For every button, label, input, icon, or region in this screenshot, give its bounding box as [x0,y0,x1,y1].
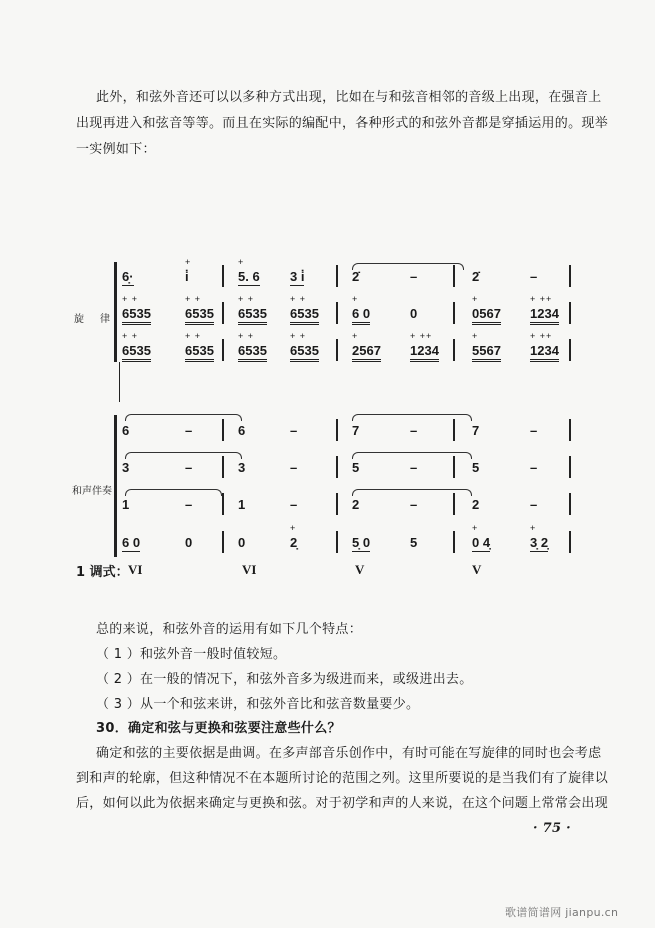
note-cell [290,423,297,438]
note-text: 6535 [238,306,267,325]
melody-brace [114,262,117,362]
point-2: （ 2 ）在一般的情况下，和弦外音多为级进而来，或级进出去。 [96,672,473,687]
barline [222,339,224,361]
note-cell [290,460,297,475]
note-text: – [185,497,193,512]
note-cell [472,269,479,284]
intro-line-3: 一实例如下： [76,142,156,157]
note-text: 0 [410,306,418,321]
melody-label: 律 [100,314,110,325]
note-text: – [530,269,538,284]
note-cell [238,331,267,358]
note-text: – [410,497,418,512]
note-text: 6 [122,423,130,438]
note-cell [472,294,501,321]
note-cell [185,331,214,358]
note-cell [122,331,151,358]
note-text: – [290,460,298,475]
barline [336,419,338,441]
note-cell [352,294,371,321]
note-text: 6 0 [122,535,141,550]
sharp-marks: + + [238,331,255,341]
melody-label: 旋 [74,314,84,325]
barline [569,265,571,287]
tie-slur [125,414,242,421]
note-cell [410,460,417,475]
note-text: 0567 [472,306,501,325]
intro-line-1: 此外，和弦外音还可以以多种方式出现，比如在与和弦音相邻的音级上出现，在强音上 [96,90,602,105]
chord-numeral: VI [128,562,143,577]
barline [336,302,338,324]
note-text: 0 [238,535,246,550]
tie-slur [352,263,464,270]
note-cell [185,423,192,438]
note-text: 7 [352,423,360,438]
barline [336,265,338,287]
barline [222,419,224,441]
sharp-marks: + [472,331,479,341]
note-text: 5̣ 0 [352,535,371,550]
sharp-marks: + [352,294,359,304]
note-cell [472,523,491,550]
note-text: – [530,460,538,475]
note-text: – [410,423,418,438]
sharp-marks: + + [290,294,307,304]
note-cell [352,423,359,438]
tie-slur [125,489,222,496]
note-cell [530,269,537,284]
note-cell [238,423,245,438]
note-cell [122,497,129,512]
barline [336,339,338,361]
note-text: 0 4̣ [472,535,491,550]
point-3: （ 3 ）从一个和弦来讲，和弦外音比和弦音数量要少。 [96,697,420,712]
body-line-3: 后，如何以此为依据来确定与更换和弦。对于初学和声的人来说，在这个问题上常常会出现 [76,796,609,811]
note-cell [352,331,381,358]
note-cell [530,460,537,475]
note-cell [122,269,134,284]
note-cell [290,269,304,284]
tie-slur [352,414,472,421]
note-text: – [530,497,538,512]
note-text: 2̇ [472,269,480,284]
watermark: 歌谱简谱网 jianpu.cn [505,906,619,919]
barline [453,302,455,324]
note-text: – [185,460,193,475]
note-cell [472,497,479,512]
sharp-marks: + + [290,331,307,341]
note-text: 5567 [472,343,501,362]
sharp-marks: + [290,523,297,533]
note-cell [352,535,370,550]
note-cell [472,460,479,475]
note-cell [238,535,245,550]
note-cell [410,497,417,512]
key-label: 1 调式： [76,565,129,580]
note-cell [185,497,192,512]
point-1: （ 1 ）和弦外音一般时值较短。 [96,647,287,662]
harmony-brace [114,415,117,557]
note-text: 6 0 [352,306,370,325]
note-cell [410,269,417,284]
sharp-marks: + + [122,294,139,304]
tie-slur [352,489,472,496]
note-text: 5. 6 [238,269,260,284]
barline [336,531,338,553]
note-text: 6 [238,423,246,438]
barline [453,493,455,515]
section-heading: 30．确定和弦与更换和弦要注意些什么？ [96,721,341,736]
chord-numeral: V [355,562,365,577]
barline [222,302,224,324]
note-cell [238,257,260,284]
tie-slur [352,452,472,459]
sharp-marks: + [238,257,245,267]
note-cell [290,523,298,550]
system-line [119,362,120,402]
sharp-marks: + [472,523,479,533]
note-cell [530,423,537,438]
body-line-1: 确定和弦的主要依据是曲调。在多声部音乐创作中，有时可能在写旋律的同时也会考虑 [96,746,602,761]
tie-slur [125,452,242,459]
note-text: i̇ [185,269,189,284]
note-cell [290,331,319,358]
barline [222,265,224,287]
chord-numeral: VI [242,562,257,577]
note-text: – [410,269,418,284]
note-cell [185,535,192,550]
note-cell [185,257,192,284]
intro-line-2: 出现再进入和弦音等等。而且在实际的编配中，各种形式的和弦外音都是穿插运用的。现举 [76,116,609,131]
note-cell [238,497,245,512]
note-cell [185,294,214,321]
sharp-marks: + ++ [530,331,553,341]
sharp-marks: + [472,294,479,304]
barline [569,531,571,553]
barline [569,302,571,324]
note-text: 6535 [185,343,214,362]
note-text: 6535 [238,343,267,362]
note-text: – [290,497,298,512]
barline [569,419,571,441]
note-text: 1234 [410,343,439,362]
note-text: 6535 [185,306,214,325]
chord-numeral: V [472,562,482,577]
note-text: 1 [238,497,246,512]
sharp-marks: + + [185,331,202,341]
sharp-marks: + ++ [410,331,433,341]
note-cell [352,269,359,284]
harmony-label: 和声伴奏 [72,486,112,497]
note-text: – [530,423,538,438]
note-text: 6535 [122,343,151,362]
barline [336,493,338,515]
note-text: – [185,423,193,438]
note-cell [530,294,559,321]
note-cell [290,294,319,321]
barline [453,456,455,478]
sharp-marks: + [185,257,192,267]
note-cell [238,294,267,321]
note-text: 3 i̇ [290,269,305,284]
note-text: 1234 [530,306,559,325]
note-text: – [410,460,418,475]
note-text: 5 [352,460,360,475]
note-cell [410,331,439,358]
note-cell [238,460,245,475]
note-text: 2̇ [352,269,360,284]
note-cell [410,535,417,550]
barline [222,456,224,478]
barline [336,456,338,478]
body-line-2: 到和声的轮廓，但这种情况不在本题所讨论的范围之列。这里所要说的是当我们有了旋律以 [76,771,609,786]
sharp-marks: + ++ [530,294,553,304]
note-cell [352,497,359,512]
barline [569,493,571,515]
note-cell [122,535,140,550]
note-text: 1234 [530,343,559,362]
note-cell [530,523,549,550]
note-text: 5 [410,535,418,550]
note-cell [530,331,559,358]
sharp-marks: + + [185,294,202,304]
note-text: – [290,423,298,438]
note-cell [352,460,359,475]
note-text: 2567 [352,343,381,362]
sharp-marks: + + [122,331,139,341]
note-cell [122,423,129,438]
note-cell [185,460,192,475]
barline [453,339,455,361]
note-text: 2 [352,497,360,512]
note-text: 2̣ [290,535,298,550]
note-text: 3 [122,460,130,475]
sharp-marks: + [530,523,537,533]
sharp-marks: + [352,331,359,341]
note-text: 6̣· [122,269,134,284]
note-text: 6535 [122,306,151,325]
note-text: 3̣ 2̣ [530,535,549,550]
note-text: 5 [472,460,480,475]
note-text: 3 [238,460,246,475]
note-cell [530,497,537,512]
barline [222,531,224,553]
note-cell [472,331,501,358]
sharp-marks: + + [238,294,255,304]
barline [453,419,455,441]
note-text: 0 [185,535,193,550]
note-cell [410,306,417,321]
note-text: 6535 [290,343,319,362]
note-cell [122,294,151,321]
barline [453,531,455,553]
note-text: 1 [122,497,130,512]
note-cell [472,423,479,438]
note-text: 6535 [290,306,319,325]
page-number: · 75 · [533,821,571,836]
note-text: 2 [472,497,480,512]
note-cell [122,460,129,475]
barline [569,456,571,478]
note-cell [410,423,417,438]
note-cell [290,497,297,512]
summary-line: 总的来说，和弦外音的运用有如下几个特点： [96,622,363,637]
barline [222,493,224,515]
barline [569,339,571,361]
note-text: 7 [472,423,480,438]
